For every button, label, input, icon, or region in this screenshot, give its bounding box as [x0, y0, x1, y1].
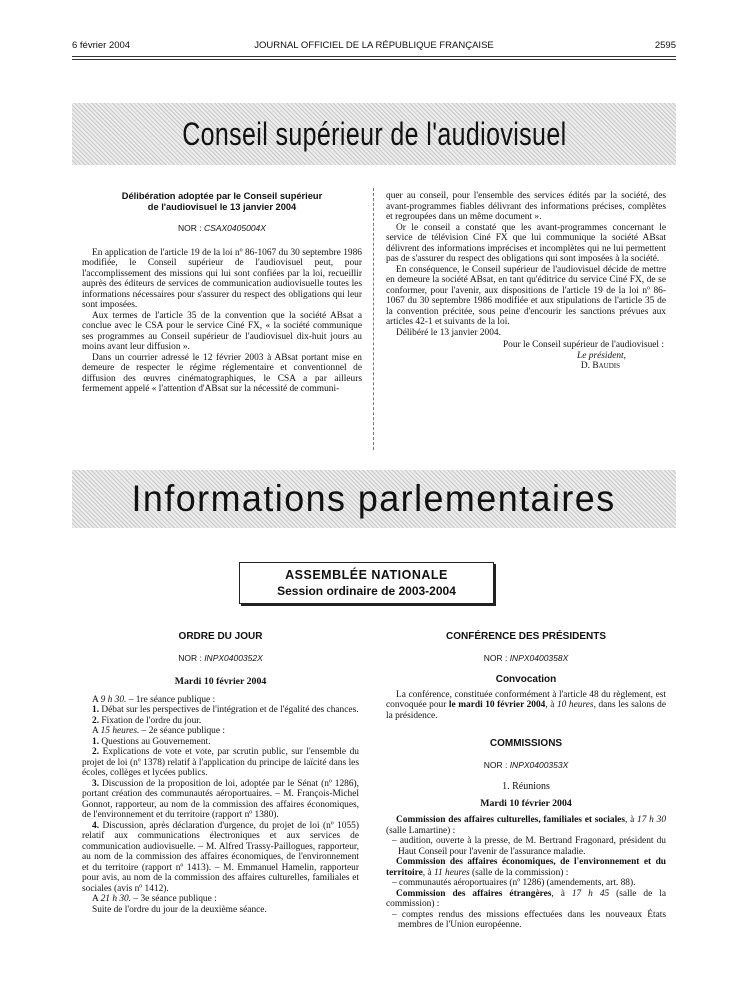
agenda-item-time: 21 h 30. [100, 894, 132, 904]
csa-sign-line2: Le président, [577, 350, 626, 361]
csa-paragraph: quer au conseil, pour l'ensemble des services édités par la société, des avant-programmes fiables délivrant des informations précises, complètes et regroupées dans un même document ». [386, 191, 666, 222]
csa-paragraph: En application de l'article 19 de la loi nº 86-1067 du 30 septembre 1986 modifiée, le Conseil supérieur de l'audiovisuel peut, pour l'accomplissement des missions qui lui sont confiées par la loi, recueillir auprès des éditeurs de services de communication audiovisuelle toutes les informations nécessaires pour s'assurer du respect des obligations qui leur sont imposées. [82, 247, 362, 310]
commission-entry: Commission des affaires culturelles, familiales et sociales, à 17 h 30 (salle Lamartine) : [386, 815, 666, 836]
conference-nor [386, 653, 666, 664]
ordre-heading: ORDRE DU JOUR [178, 631, 263, 642]
ordre-items [82, 695, 359, 916]
agenda-item-number: 2. [92, 715, 100, 726]
agenda-item: A 15 heures. – 2e séance publique : [92, 726, 225, 736]
agenda-item: 1. Questions au Gouvernement. [92, 736, 211, 747]
csa-paragraph: En conséquence, le Conseil supérieur de l'audiovisuel décide de mettre en demeure la société ABsat, en tant qu'éditrice du service Ciné FX, de se conformer, pour l'avenir, aux dispositions de l'article 19 de la loi nº 86-1067 du 30 septembre 1986 modifiée et aux stipulations de l'article 35 de la convention précitée, sous peine d'encourir les sanctions prévues aux articles 42-1 et suivants de la loi. [386, 264, 666, 327]
agenda-item: 3. Discussion de la proposition de loi, adoptée par le Sénat (nº 1286), portant création des communautés aéroportuaires. – M. François-Michel Gonnot, rapporteur, au nom de la commission des affaires économiques, de l'environnement et du territoire (rapport nº 1380). [82, 778, 359, 820]
csa-right-column [386, 191, 666, 372]
agenda-item-number: 4. [92, 820, 100, 831]
header-page-number: 2595 [654, 40, 676, 51]
commission-name: Commission des affaires étrangères [396, 888, 552, 899]
ordre-nor [82, 653, 359, 664]
commission-time: 11 heures [433, 867, 470, 878]
csa-left-text [82, 248, 362, 395]
csa-nor-code: CSAX0405004X [204, 223, 266, 233]
commission-name: Commission des affaires culturelles, familiales et sociales [396, 815, 625, 825]
csa-title-line1: Délibération adoptée par le Conseil supérieur [121, 191, 323, 201]
csa-signature [386, 340, 666, 372]
agenda-item-number: 2. [92, 747, 100, 757]
convocation-text [386, 690, 666, 722]
commissions-nor [386, 760, 666, 771]
agenda-item: Suite de l'ordre du jour de la deuxième séance. [92, 904, 267, 915]
conference-heading: CONFÉRENCE DES PRÉSIDENTS [445, 631, 607, 642]
commissions-day: Mardi 10 février 2004 [480, 797, 572, 809]
header-date: 6 février 2004 [72, 40, 131, 51]
agenda-item-time: 15 heures. [100, 726, 140, 736]
convocation-text-c: , à [545, 700, 557, 710]
convocation-heading: Convocation [495, 674, 557, 685]
commissions-nor-code: INPX0400353X [509, 759, 569, 770]
csa-title [82, 191, 362, 213]
ordre-day: Mardi 10 février 2004 [174, 676, 267, 687]
csa-left-column [82, 191, 362, 395]
session-title: Session ordinaire de 2003-2004 [277, 584, 456, 598]
agenda-item: 1. Débat sur les perspectives de l'intégration et de l'égalité des chances. [92, 705, 359, 715]
agenda-item-number: 1. [92, 736, 100, 747]
ordre-column [82, 632, 359, 915]
csa-title-line2: de l'audiovisuel le 13 janvier 2004 [147, 202, 297, 212]
commission-entry: Commission des affaires étrangères, à 17 h 45 (salle de la commission) : [386, 888, 666, 909]
convocation-text-a: La conférence, constituée conformément à l'article 48 du règlement, est convoquée pour [386, 689, 666, 710]
convocation-date: le mardi 10 février 2004 [448, 700, 546, 710]
conference-nor-label: NOR : [483, 652, 508, 663]
assemblee-title: ASSEMBLÉE NATIONALE [285, 568, 448, 582]
csa-sign-line3: D. Baudis [580, 361, 620, 371]
csa-paragraph: Dans un courrier adressé le 12 février 2003 à ABsat portant mise en demeure de respecter le régime réglementaire et conventionnel de diffusion des œuvres cinématographiques, le CSA a par ailleurs fermement appelé « l'attention d'ABsat sur la nécessité de communi- [82, 352, 362, 394]
csa-sign-line1: Pour le Conseil supérieur de l'audiovisuel : [502, 340, 664, 350]
ordre-nor-code: INPX0400352X [204, 652, 263, 663]
csa-banner-title: Conseil supérieur de l'audiovisuel [181, 115, 567, 152]
commission-detail: – audition, ouverte à la presse, de M. Bertrand Fragonard, président du Haut Conseil pour l'avenir de l'assurance maladie. [392, 836, 666, 857]
convocation-text-e: , dans les salons de la présidence. [386, 700, 666, 721]
agenda-item: A 21 h 30. – 3e séance publique : [92, 894, 217, 904]
conference-nor-code: INPX0400358X [509, 652, 569, 663]
agenda-item-time: 9 h 30. [100, 694, 127, 705]
commission-detail: – comptes rendus des missions effectuées dans les nouveaux États membres de l'Union européenne. [392, 909, 666, 930]
agenda-item: A 9 h 30. – 1re séance publique : [92, 694, 216, 705]
assemblee-box [239, 562, 494, 604]
header-rule-2 [72, 59, 676, 60]
csa-paragraph: Délibéré le 13 janvier 2004. [396, 327, 501, 338]
commission-detail: – communautés aéroportuaires (nº 1286) (amendements, art. 88). [392, 878, 636, 888]
right-column [386, 632, 666, 931]
commission-time: 17 h 45 [571, 888, 610, 899]
ordre-nor-label: NOR : [178, 652, 202, 663]
csa-paragraph: Or le conseil a constaté que les avant-programmes concernant le service de télévision Ciné FX que lui communique la société ABsat délivrent des informations imprécises et incomplètes qui ne lui permettent pas de s'assurer du respect des obligations qui sont imposées à la société. [386, 222, 666, 264]
header-rule [72, 56, 676, 57]
commission-entries [386, 815, 666, 931]
agenda-item: 4. Discussion, après déclaration d'urgence, du projet de loi (nº 1055) relatif aux communications électroniques et aux services de communication audiovisuelle. – M. Alfred Trassy-Paillogues, rapporteur, au nom de la commission des affaires économiques, de l'environnement et du territoire (rapport nº 1413). – M. Emmanuel Hamelin, rapporteur pour avis, au nom de la commission des affaires culturelles, familiales et sociales (avis nº 1412). [82, 820, 359, 894]
commissions-nor-label: NOR : [483, 759, 508, 770]
commission-time: 17 h 30 [637, 815, 666, 825]
agenda-item: 2. Explications de vote et vote, par scrutin public, sur l'ensemble du projet de loi (nº 1378) relatif à l'application du principe de laïcité dans les écoles, collèges et lycées publics. [82, 747, 359, 778]
header-journal-title: JOURNAL OFFICIEL DE LA RÉPUBLIQUE FRANÇAISE [254, 40, 494, 51]
parlement-banner [72, 470, 676, 528]
commission-entry: Commission des affaires économiques, de l'environnement et du territoire, à 11 heures (salle de la commission) : [386, 857, 666, 878]
commission-name: Commission des affaires économiques, de l'environnement et du territoire [386, 857, 666, 878]
agenda-item: 2. Fixation de l'ordre du jour. [92, 715, 202, 726]
parlement-banner-title: Informations parlementaires [131, 478, 617, 519]
column-divider [373, 188, 374, 450]
reunions-heading: 1. Réunions [502, 781, 550, 792]
csa-paragraph: Aux termes de l'article 35 de la convention que la société ABsat a conclue avec le CSA pour le service Ciné FX, « la société communique ses programmes au Conseil supérieur de l'audiovisuel dix-huit jours au moins avant leur diffusion ». [82, 310, 362, 352]
agenda-item-number: 3. [92, 778, 100, 789]
commissions-heading: COMMISSIONS [489, 738, 563, 749]
csa-banner [72, 103, 676, 165]
agenda-item-number: 1. [92, 705, 100, 715]
csa-nor-label: NOR : [178, 223, 202, 233]
convocation-time: 10 heures [556, 700, 594, 710]
csa-nor [82, 223, 362, 234]
